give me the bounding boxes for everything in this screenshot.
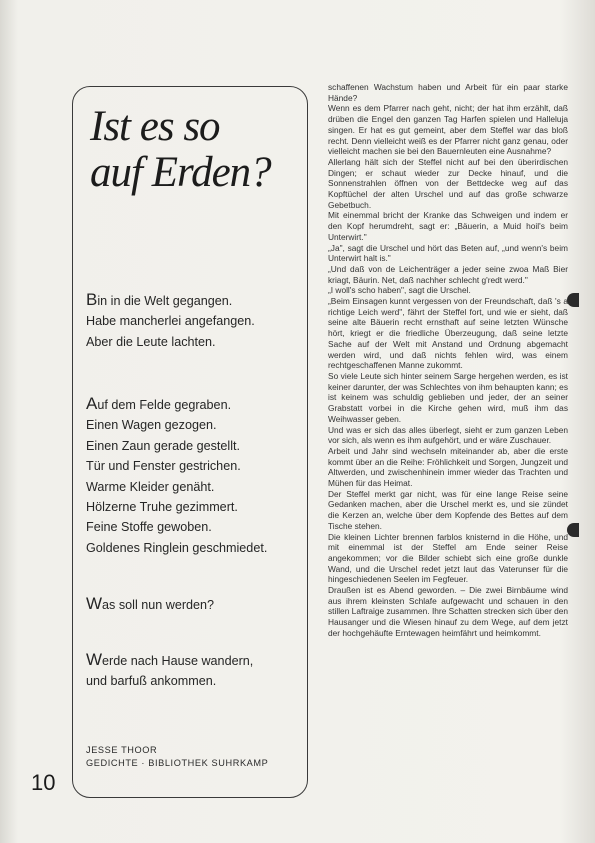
prose-paragraph: schaffenen Wachstum haben und Arbeit für ein paar starke Hände? bbox=[328, 82, 568, 103]
poem-stanza-4 bbox=[86, 650, 306, 692]
poem-title-line: auf Erden? bbox=[90, 149, 271, 196]
poem-line: Feine Stoffe gewoben. bbox=[86, 520, 212, 535]
prose-paragraph: Und was er sich das alles überlegt, sieht er zum ganzen Leben vor sich, als wenn es ihm aufgehört, und er wäre Zuschauer. bbox=[328, 424, 568, 446]
poem-line: Was soll nun werden? bbox=[86, 594, 215, 613]
poem-source: GEDICHTE · BIBLIOTHEK SUHRKAMP bbox=[86, 757, 269, 768]
poem-line: Werde nach Hause wandern, bbox=[86, 650, 254, 669]
poem-line: Habe mancherlei angefangen. bbox=[86, 314, 255, 329]
poem-stanza-1 bbox=[86, 290, 306, 352]
poem-line: Tür und Fenster gestrichen. bbox=[86, 459, 241, 474]
poem-author: JESSE THOOR bbox=[86, 745, 158, 755]
poem-line: Einen Zaun gerade gestellt. bbox=[86, 438, 241, 453]
prose-paragraph: So viele Leute sich hinter seinem Sarge hergehen werden, es ist keiner darunter, der was Schlechtes von ihm behaupten kann; es ist keinem was schuldig geblieben und jeder, der an seiner Grabstatt vorbei in die Kirche gehen wird, muß ihm das Weihwasser geben. bbox=[328, 370, 568, 424]
poem-line: Auf dem Felde gegraben. bbox=[86, 394, 232, 413]
poem-line: Einen Wagen gezogen. bbox=[86, 418, 217, 433]
poem-title-line: Ist es so bbox=[90, 103, 220, 150]
prose-paragraph: Draußen ist es Abend geworden. – Die zwei Birnbäume wind aus ihrem kleinsten Schlafe aufgewacht und schauen in den stillen Laftraige zusammen. Ihre Schatten strecken sich über den Hausanger und die Wiesen hinauf zu dem Wege, auf dem jetzt der hochgehäufte Erntewagen heimfährt und heimkommt. bbox=[328, 585, 568, 638]
prose-paragraph: „Beim Einsagen kunnt vergessen von der Freundschaft, daß 's a richtige Leich werd", fährt der Steffel fort, und wie er sieht, daß seine alte Bäuerin recht ernsthaft auf seine letzten Wünsche hört, kriegt er die friedliche Überzeugung, daß seine letzte Sache auf der Welt mit Anstand und Ordnung abgemacht werden wird, und daß nichts fehlen wird, was einem rechtgeschaffenen Manne zukommt. bbox=[328, 296, 568, 371]
prose-column bbox=[328, 82, 568, 788]
prose-paragraph: Der Steffel merkt gar nicht, was für eine lange Reise seine Gedanken machen, aber die Urschel merkt es, und sie zündet die Kerzen an, welche über dem Kopfende des Bettes auf dem Tische stehen. bbox=[328, 488, 568, 531]
poem-line: Aber die Leute lachten. bbox=[86, 334, 216, 349]
poem-attribution bbox=[86, 744, 268, 769]
prose-paragraph: Arbeit und Jahr sind wechseln miteinander ab, aber die erste kommt über an die Reihe: Fröhlichkeit und Sorgen, Jungzeit und Altwerden, und zwischenhinein immer wieder das Trachten und Mühen für das Heimat. bbox=[328, 445, 568, 489]
binding-hole-mark bbox=[567, 293, 579, 307]
poem-line: Hölzerne Truhe gezimmert. bbox=[86, 500, 238, 515]
prose-paragraph: „Und daß von de Leichenträger a jeder seine zwoa Maß Bier kriagt, Bäurin. Net, daß nachher schlecht g'redt werd." bbox=[328, 263, 568, 285]
poem-line: Goldenes Ringlein geschmiedet. bbox=[86, 540, 268, 555]
poem-line: und barfuß ankommen. bbox=[86, 674, 217, 689]
prose-paragraph: „I woll's scho haben", sagt die Urschel. bbox=[328, 285, 471, 296]
binding-hole-mark bbox=[567, 523, 579, 537]
poem-stanza-2 bbox=[86, 394, 306, 558]
prose-paragraph: Allerlang hält sich der Steffel nicht auf bei den überirdischen Dingen; er schaut wieder zur Decke hinauf, und die Sonnenstrahlen öffnen von der Bettdecke weg auf das Kopftüchel der alten Urschel und auf das große schwarze Gebetbuch. bbox=[328, 156, 568, 210]
poem-title bbox=[90, 104, 310, 196]
page-number: 10 bbox=[31, 770, 56, 795]
prose-paragraph: Mit einemmal bricht der Kranke das Schweigen und indem er den Kopf herumdreht, sagt er: „Bäuerin, a Muid hoil's beim Unterwirt." bbox=[328, 210, 568, 242]
prose-paragraph: „Ja", sagt die Urschel und hört das Beten auf, „und wenn's beim Unterwirt halt is." bbox=[328, 242, 568, 264]
prose-paragraph: Die kleinen Lichter brennen farblos knisternd in die Höhe, und mit einemmal ist der Steffel am Ende seiner Reise angekommen; vor die Bilder schiebt sich eine große dunkle Wand, und die Urschel redet jetzt laut das Vaterunser für die hingeschiedenen Seelen im Fegfeuer. bbox=[328, 531, 568, 585]
prose-paragraph: Wenn es dem Pfarrer nach geht, nicht; der hat ihm erzählt, daß drüben die Engel den ganzen Tag Harfen spielen und Halleluja singen. Er hat es gut gemeint, aber dem Steffel war das bloß recht. Denn vielleicht weiß es der Pfarrer nicht ganz genau, oder vielleicht machen sie bei den Bauernleuten eine Ausnahme? bbox=[328, 103, 568, 157]
poem-stanza-3 bbox=[86, 594, 306, 615]
poem-line: Warme Kleider genäht. bbox=[86, 479, 215, 494]
poem-line: Bin in die Welt gegangen. bbox=[86, 290, 233, 309]
